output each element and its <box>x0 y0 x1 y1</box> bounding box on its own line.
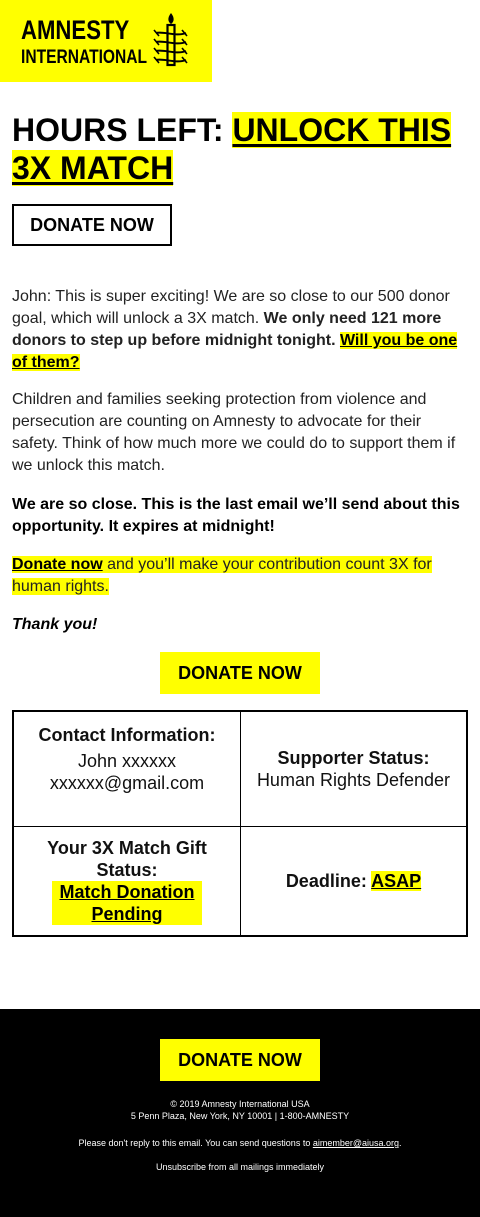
contact-name: John xxxxxx <box>77 751 177 771</box>
donate-paragraph <box>12 554 468 598</box>
contact-email: xxxxxx@gmail.com <box>49 773 205 793</box>
thank-you-text: Thank you! <box>12 616 98 633</box>
logo-line-international: INTERNATIONAL <box>21 47 148 68</box>
deadline-cell <box>241 827 466 935</box>
headline-prefix: HOURS LEFT: <box>12 112 233 148</box>
intro-text: John: This is super exciting! We are so close to our 500 donor goal, which will unlock a 3X match. <box>12 288 450 327</box>
will-you-be-one-link[interactable]: Will you be one of them? <box>12 332 458 371</box>
donate-now-button-top[interactable]: DONATE NOW <box>12 204 172 246</box>
footer-reply-note <box>0 1137 480 1149</box>
amnesty-logo[interactable] <box>0 0 212 82</box>
match-status-label: Your 3X Match Gift Status: <box>47 838 207 880</box>
match-status-cell <box>14 827 241 935</box>
unsubscribe-link[interactable]: Unsubscribe from all mailings immediately <box>155 1162 325 1172</box>
headline <box>12 111 468 187</box>
donate-paragraph-text: and you’ll make your contribution count 3X for human rights. <box>12 556 432 595</box>
deadline-link[interactable]: ASAP <box>371 871 422 891</box>
children-paragraph: Children and families seeking protection from violence and persecution are counting on Amnesty to advocate for their safety. Think of how much more we could do to support them if we unlock this match. <box>12 391 456 474</box>
donate-now-link[interactable]: Donate now <box>12 556 103 573</box>
match-status-link[interactable]: Match Donation Pending <box>52 881 202 925</box>
last-email-paragraph: We are so close. This is the last email we’ll send about this opportunity. It expires at midnight! <box>12 496 460 535</box>
reply-note-text: Please don't reply to this email. You can send questions to <box>78 1138 313 1148</box>
donate-now-button-footer[interactable]: DONATE NOW <box>160 1039 320 1081</box>
donate-now-button-middle[interactable]: DONATE NOW <box>160 652 320 694</box>
intro-paragraph <box>12 286 468 374</box>
footer-copyright: © 2019 Amnesty International USA <box>170 1099 310 1109</box>
supporter-status-cell <box>241 712 466 827</box>
headline-highlight-link[interactable]: UNLOCK THIS 3X MATCH <box>12 112 452 186</box>
contact-info-label: Contact Information: <box>38 725 216 745</box>
logo-line-amnesty: AMNESTY <box>21 15 130 45</box>
supporter-status-label: Supporter Status: <box>277 748 430 768</box>
contact-info-cell <box>14 712 241 827</box>
candle-barbed-wire-icon <box>150 11 192 69</box>
intro-bold-text: We only need 121 more donors to step up before midnight tonight. <box>12 310 442 349</box>
footer <box>0 1009 480 1217</box>
deadline-line <box>286 870 421 892</box>
footer-address: 5 Penn Plaza, New York, NY 10001 | 1-800-AMNESTY <box>130 1111 350 1121</box>
supporter-status-value: Human Rights Defender <box>256 770 451 790</box>
reply-note-suffix: . <box>399 1138 402 1148</box>
deadline-label: Deadline: <box>285 871 372 891</box>
supporter-info-table <box>12 710 468 937</box>
support-email-link[interactable]: aimember@aiusa.org <box>312 1138 400 1148</box>
